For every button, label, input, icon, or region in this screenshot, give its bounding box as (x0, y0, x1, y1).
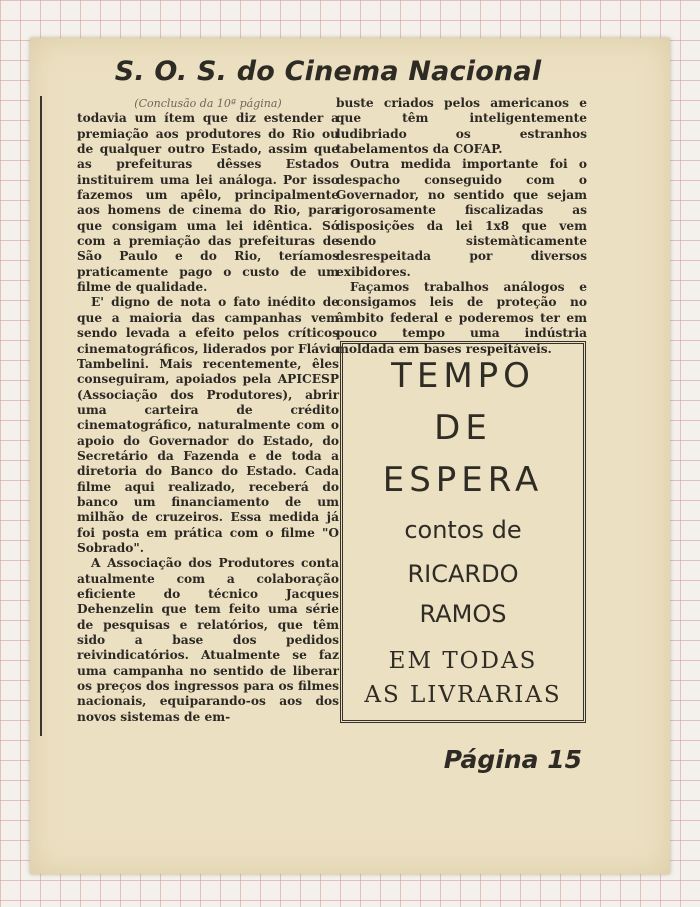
ad-title-line-2: DE (434, 408, 492, 448)
ad-availability-line-2: AS LIVRARIAS (364, 682, 562, 708)
newspaper-clipping (30, 38, 670, 874)
ad-title-line-1: TEMPO (391, 356, 535, 396)
continuation-note: (Conclusão da 10ª página) (134, 97, 282, 110)
page-number: Página 15 (443, 745, 582, 774)
paragraph: Outra medida importante foi o despacho conseguido com o Governador, no sentido que sejam rigorosamente fiscalizadas as disposições da lei 1x8 que vem sendo sistemàticamente desrespeitada por diversos exibidores. (336, 157, 587, 279)
ad-subtitle: contos de (404, 516, 522, 544)
column-rule (40, 96, 42, 736)
article-column-2 (336, 96, 587, 357)
paragraph: buste criados pelos americanos e que têm inteligentemente ludibriado os estranhos tabelamentos da COFAP. (336, 96, 587, 157)
headline: S. O. S. do Cinema Nacional (114, 56, 542, 87)
ad-availability-line-1: EM TODAS (388, 648, 538, 674)
paragraph: todavia um ítem que diz estender a premiação aos produtores do Rio ou de qualquer outro Estado, assim que as prefeituras dêsses Estados instituirem uma lei análoga. Por isso fazemos um apêlo, principalmente aos homens de cinema do Rio, para que consigam uma lei idêntica. Só com a premiação das prefeituras de São Paulo e do Rio, teríamos praticamente pago o custo de um filme de qualidade. (77, 111, 339, 295)
book-advertisement (340, 341, 586, 723)
ad-author-first: RICARDO (407, 560, 519, 588)
paragraph: E' digno de nota o fato inédito de que a maioria das campanhas vem sendo levada a efeito pelos críticos cinematográficos, liderados por Flávio Tambelini. Mais recentemente, êles conseguiram, apoiados pela APICESP (Associação dos Produtores), abrir uma carteira de crédito cinematográfico, naturalmente com o apoio do Governador do Estado, do Secretário da Fazenda e de toda a diretoria do Banco do Estado. Cada filme aqui realizado, receberá do banco um financiamento de um milhão de cruzeiros. Essa medida já foi posta em prática com o filme "O Sobrado". (77, 295, 339, 555)
paragraph: Façamos trabalhos análogos e consigamos leis de proteção no âmbito federal e poderemos ter em pouco tempo uma indústria moldada em bases respeitáveis. (336, 280, 587, 356)
ad-author-last: RAMOS (419, 600, 507, 628)
ad-title-line-3: ESPERA (382, 460, 544, 500)
article-column-1 (77, 96, 339, 725)
paragraph: A Associação dos Produtores conta atualmente com a colaboração eficiente do técnico Jacques Dehenzelin que tem feito uma série de pesquisas e relatórios, que têm sido a base dos pedidos reivindicatórios. Atualmente se faz uma campanha no sentido de liberar os preços dos ingressos para os filmes nacionais, equiparando-os aos dos novos sistemas de em- (77, 556, 339, 724)
